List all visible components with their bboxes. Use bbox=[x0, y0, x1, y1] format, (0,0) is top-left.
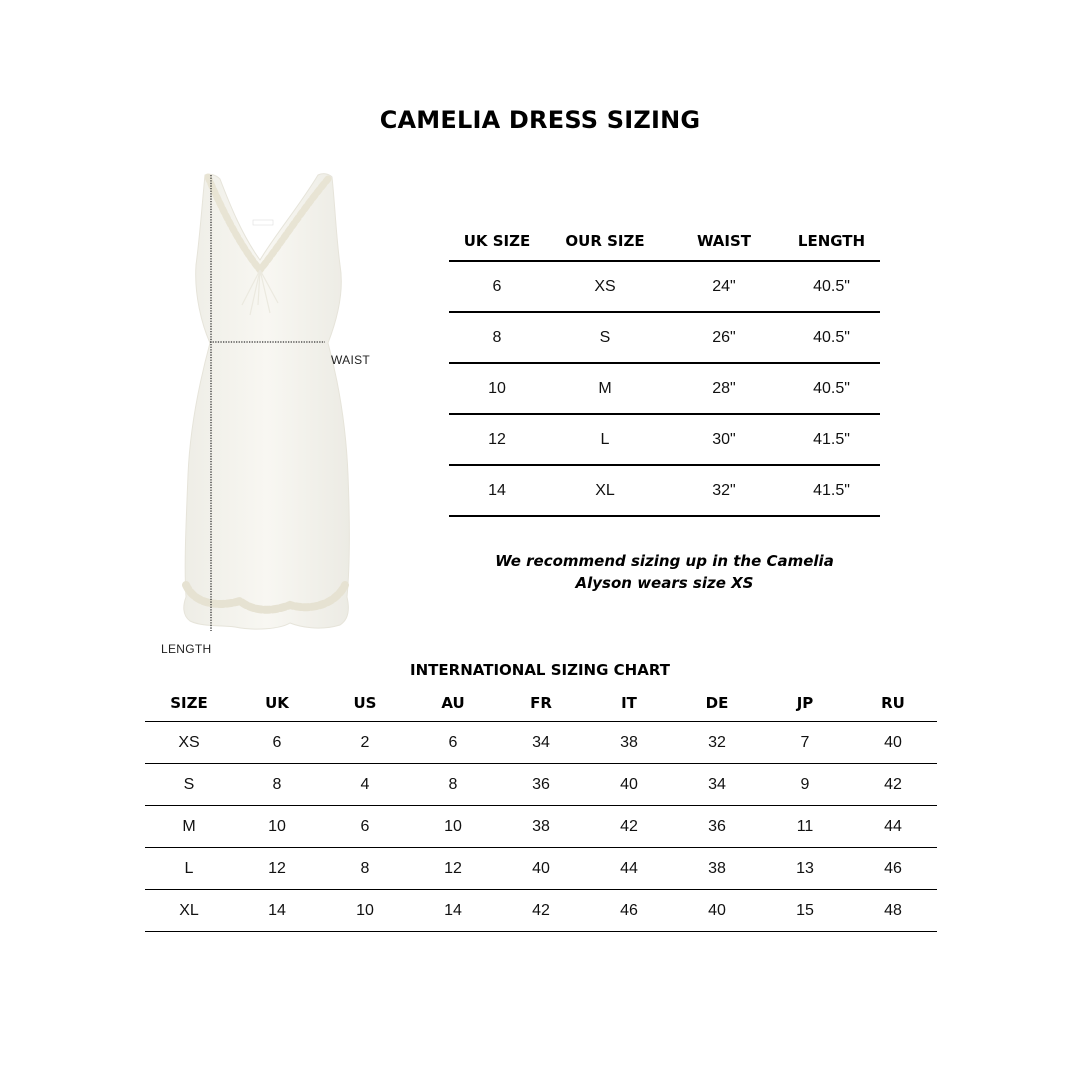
us-cell: 2 bbox=[321, 722, 409, 764]
header-it: IT bbox=[585, 684, 673, 722]
international-table-row bbox=[145, 764, 937, 806]
size-cell: M bbox=[145, 806, 233, 848]
us-cell: 4 bbox=[321, 764, 409, 806]
it-cell: 44 bbox=[585, 848, 673, 890]
international-chart-title: INTERNATIONAL SIZING CHART bbox=[410, 661, 670, 679]
us-cell: 6 bbox=[321, 806, 409, 848]
au-cell: 8 bbox=[409, 764, 497, 806]
dress-illustration bbox=[150, 165, 390, 665]
size-table bbox=[449, 222, 880, 517]
au-cell: 6 bbox=[409, 722, 497, 764]
length-cell: 41.5" bbox=[783, 465, 880, 516]
uk-size-cell: 6 bbox=[449, 261, 545, 312]
fr-cell: 40 bbox=[497, 848, 585, 890]
ru-cell: 46 bbox=[849, 848, 937, 890]
it-cell: 46 bbox=[585, 890, 673, 932]
size-table-row bbox=[449, 414, 880, 465]
de-cell: 34 bbox=[673, 764, 761, 806]
header-waist: WAIST bbox=[665, 222, 783, 261]
size-table-row bbox=[449, 363, 880, 414]
uk-size-cell: 14 bbox=[449, 465, 545, 516]
fr-cell: 34 bbox=[497, 722, 585, 764]
size-cell: XS bbox=[145, 722, 233, 764]
sizing-note bbox=[449, 550, 880, 594]
waist-cell: 26" bbox=[665, 312, 783, 363]
it-cell: 42 bbox=[585, 806, 673, 848]
dress-body bbox=[184, 174, 350, 629]
au-cell: 12 bbox=[409, 848, 497, 890]
length-cell: 41.5" bbox=[783, 414, 880, 465]
waist-label: WAIST bbox=[331, 353, 371, 367]
ru-cell: 42 bbox=[849, 764, 937, 806]
header-uk-size: UK SIZE bbox=[449, 222, 545, 261]
us-cell: 8 bbox=[321, 848, 409, 890]
ru-cell: 44 bbox=[849, 806, 937, 848]
header-us: US bbox=[321, 684, 409, 722]
header-our-size: OUR SIZE bbox=[545, 222, 665, 261]
waist-cell: 30" bbox=[665, 414, 783, 465]
header-de: DE bbox=[673, 684, 761, 722]
sizing-note-line-2: Alyson wears size XS bbox=[575, 574, 754, 592]
ru-cell: 40 bbox=[849, 722, 937, 764]
fr-cell: 36 bbox=[497, 764, 585, 806]
page-title: CAMELIA DRESS SIZING bbox=[379, 106, 701, 134]
jp-cell: 11 bbox=[761, 806, 849, 848]
uk-size-cell: 10 bbox=[449, 363, 545, 414]
uk-size-cell: 8 bbox=[449, 312, 545, 363]
jp-cell: 7 bbox=[761, 722, 849, 764]
jp-cell: 13 bbox=[761, 848, 849, 890]
waist-cell: 32" bbox=[665, 465, 783, 516]
uk-cell: 6 bbox=[233, 722, 321, 764]
fr-cell: 42 bbox=[497, 890, 585, 932]
us-cell: 10 bbox=[321, 890, 409, 932]
uk-cell: 12 bbox=[233, 848, 321, 890]
de-cell: 40 bbox=[673, 890, 761, 932]
size-table-row bbox=[449, 261, 880, 312]
international-table-row bbox=[145, 848, 937, 890]
our-size-cell: XS bbox=[545, 261, 665, 312]
au-cell: 14 bbox=[409, 890, 497, 932]
header-au: AU bbox=[409, 684, 497, 722]
size-cell: L bbox=[145, 848, 233, 890]
it-cell: 40 bbox=[585, 764, 673, 806]
sizing-note-line-1: We recommend sizing up in the Camelia bbox=[495, 552, 834, 570]
de-cell: 36 bbox=[673, 806, 761, 848]
size-table-row bbox=[449, 312, 880, 363]
length-label: LENGTH bbox=[161, 642, 212, 656]
our-size-cell: M bbox=[545, 363, 665, 414]
length-cell: 40.5" bbox=[783, 261, 880, 312]
our-size-cell: L bbox=[545, 414, 665, 465]
our-size-cell: XL bbox=[545, 465, 665, 516]
international-sizing-table bbox=[145, 684, 937, 932]
fr-cell: 38 bbox=[497, 806, 585, 848]
header-length: LENGTH bbox=[783, 222, 880, 261]
header-ru: RU bbox=[849, 684, 937, 722]
header-fr: FR bbox=[497, 684, 585, 722]
our-size-cell: S bbox=[545, 312, 665, 363]
uk-cell: 8 bbox=[233, 764, 321, 806]
de-cell: 32 bbox=[673, 722, 761, 764]
length-cell: 40.5" bbox=[783, 312, 880, 363]
international-table-row bbox=[145, 890, 937, 932]
international-table-row bbox=[145, 722, 937, 764]
header-size: SIZE bbox=[145, 684, 233, 722]
header-uk: UK bbox=[233, 684, 321, 722]
uk-cell: 14 bbox=[233, 890, 321, 932]
uk-size-cell: 12 bbox=[449, 414, 545, 465]
ru-cell: 48 bbox=[849, 890, 937, 932]
international-table-row bbox=[145, 806, 937, 848]
international-header-row bbox=[145, 684, 937, 722]
length-cell: 40.5" bbox=[783, 363, 880, 414]
uk-cell: 10 bbox=[233, 806, 321, 848]
dress-image bbox=[150, 165, 390, 665]
waist-cell: 24" bbox=[665, 261, 783, 312]
size-cell: XL bbox=[145, 890, 233, 932]
header-jp: JP bbox=[761, 684, 849, 722]
size-table-header-row bbox=[449, 222, 880, 261]
waist-cell: 28" bbox=[665, 363, 783, 414]
jp-cell: 9 bbox=[761, 764, 849, 806]
it-cell: 38 bbox=[585, 722, 673, 764]
jp-cell: 15 bbox=[761, 890, 849, 932]
size-table-row bbox=[449, 465, 880, 516]
au-cell: 10 bbox=[409, 806, 497, 848]
de-cell: 38 bbox=[673, 848, 761, 890]
size-cell: S bbox=[145, 764, 233, 806]
